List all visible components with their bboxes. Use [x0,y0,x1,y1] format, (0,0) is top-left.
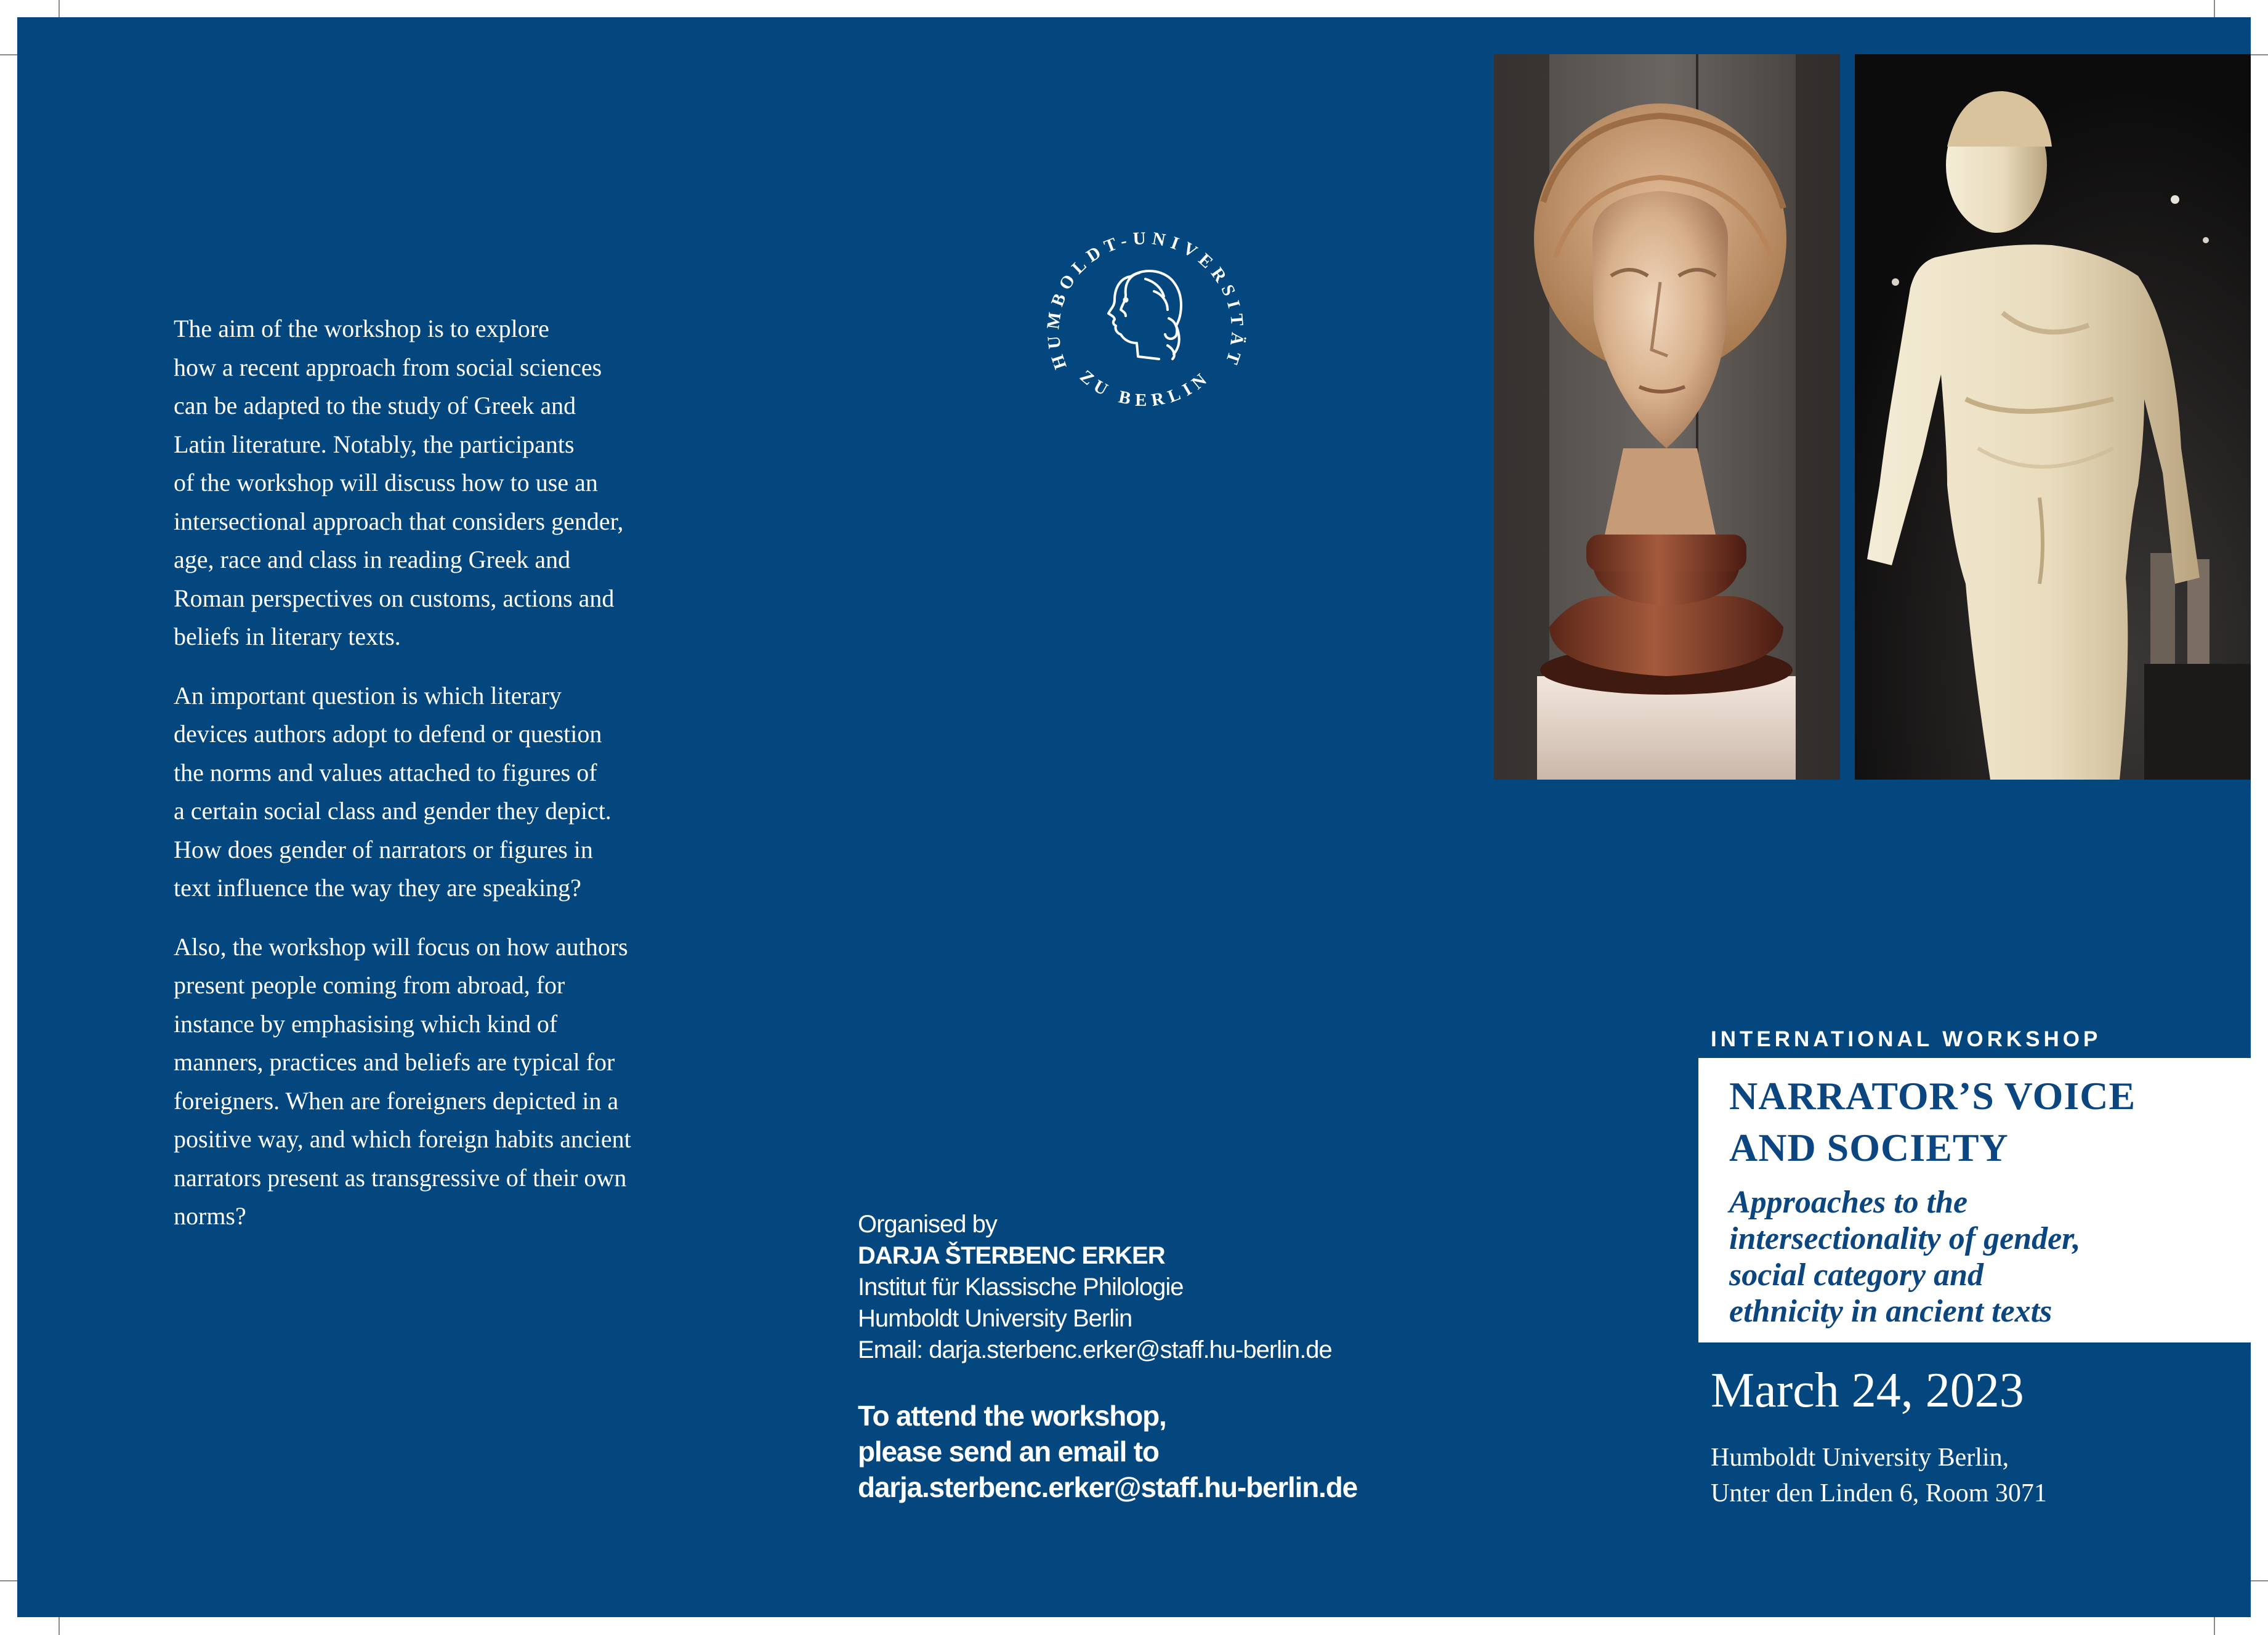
flyer-sheet [17,17,2251,1617]
seal-bottom-text: ZU BERLIN [1076,366,1215,411]
svg-text:ZU BERLIN [1076,366,1214,410]
event-date: March 24, 2023 [1711,1363,2024,1418]
marble-male-statue-photo [1855,54,2251,780]
svg-text:HUMBOLDT-UNIVERSITÄT [1043,228,1248,372]
event-venue: Humboldt University Berlin, Unter den Linden 6, Room 3071 [1711,1443,2047,1508]
organiser-email[interactable]: Email: darja.sterbenc.erker@staff.hu-berlin.de [858,1336,1332,1363]
organiser-block [858,1209,1474,1366]
intro-paragraph: The aim of the workshop is to explore how a recent approach from social sciences can be adapted to the study of Greek and Latin literature. Notably, the participants of the workshop will discuss how to use an intersectional approach that considers gender, age, race and class in reading Greek and Roman perspectives on customs, actions and beliefs in literary texts. [174,315,624,650]
university-seal-icon [1022,198,1269,444]
organiser-label: Organised by [858,1211,997,1238]
title-box [1698,1058,2251,1342]
intro-paragraph: Also, the workshop will focus on how authors present people coming from abroad, for instance by emphasising which kind of manners, practices and beliefs are typical for foreigners. When are foreigners depicted in a positive way, and which foreign habits ancient narrators present as transgressive of their own norms? [174,932,631,1230]
marble-head-on-pedestal-photo [1494,54,1840,780]
event-subtitle: Approaches to the intersectionality of gender, social category and ethnicity in ancient texts [1729,1185,2081,1329]
attend-instructions[interactable]: To attend the workshop, please send an email to darja.sterbenc.erker@staff.hu-berlin.de [858,1400,1357,1503]
event-eyebrow: INTERNATIONAL WORKSHOP [1711,1027,2102,1051]
seal-top-text: HUMBOLDT-UNIVERSITÄT [1043,228,1248,372]
organiser-institute: Institut für Klassische Philologie [858,1274,1184,1301]
organiser-university: Humboldt University Berlin [858,1305,1132,1332]
intro-paragraph: An important question is which literary devices authors adopt to defend or question the norms and values attached to figures of a certain social class and gender they depict. How does gender of narrators or figures in text influence the way they are speaking? [174,681,611,902]
intro-text [174,310,728,1256]
organiser-name: DARJA ŠTERBENC ERKER [858,1242,1165,1269]
event-title: NARRATOR’S VOICE AND SOCIETY [1729,1074,2136,1169]
